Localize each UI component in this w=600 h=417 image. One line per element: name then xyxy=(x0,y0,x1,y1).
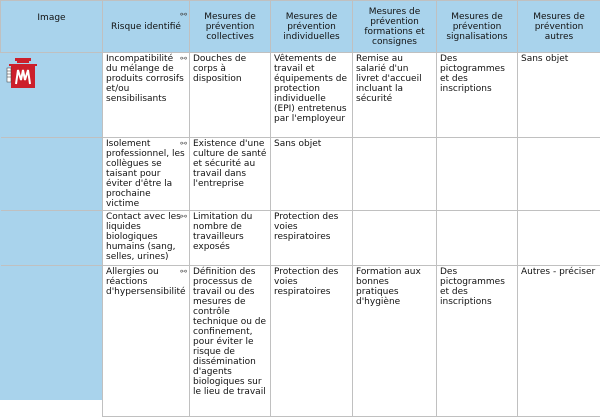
cell-collectives xyxy=(190,53,271,138)
cell-individuelles-text: Sans objet xyxy=(274,139,321,149)
cell-risque-text: Allergies ou réactions d'hypersensibilité xyxy=(106,267,186,297)
cell-individuelles xyxy=(271,138,353,211)
cell-signalisations xyxy=(437,266,518,417)
cell-formations xyxy=(353,138,437,211)
cell-autres xyxy=(518,138,600,211)
table-row xyxy=(1,266,600,417)
cell-collectives xyxy=(190,138,271,211)
cell-risque-text: Isolement professionnel, les collègues se taisant pour éviter d'être la prochaine victime xyxy=(106,139,185,209)
cell-collectives-text: Douches de corps à disposition xyxy=(193,54,246,84)
header-signalisations xyxy=(437,1,518,53)
cell-autres-text: Autres - préciser xyxy=(521,267,595,277)
header-individuelles-label: Mesures de prévention individuelles xyxy=(283,12,339,42)
hazard-logo-icon xyxy=(6,56,40,90)
link-icon[interactable]: ⚯ xyxy=(180,267,187,277)
cell-risque xyxy=(103,53,190,138)
cell-formations xyxy=(353,211,437,266)
cell-individuelles xyxy=(271,53,353,138)
table-row xyxy=(1,211,600,266)
cell-signalisations xyxy=(437,53,518,138)
cell-autres-text: Sans objet xyxy=(521,54,568,64)
image-cell xyxy=(1,266,103,417)
cell-risque xyxy=(103,266,190,417)
header-image xyxy=(1,1,103,53)
table-row xyxy=(1,138,600,211)
cell-signalisations-text: Des pictogrammes et des inscriptions xyxy=(440,54,505,94)
cell-individuelles xyxy=(271,211,353,266)
header-collectives-label: Mesures de prévention collectives xyxy=(204,12,256,42)
link-icon[interactable]: ⚯ xyxy=(180,10,187,20)
cell-signalisations-text: Des pictogrammes et des inscriptions xyxy=(440,267,505,307)
table-row xyxy=(1,53,600,138)
link-icon[interactable]: ⚯ xyxy=(180,212,187,222)
header-risque-label: Risque identifié xyxy=(111,22,181,32)
cell-collectives xyxy=(190,266,271,417)
link-icon[interactable]: ⚯ xyxy=(180,54,187,64)
image-cell xyxy=(1,211,103,266)
cell-individuelles-text: Protection des voies respiratoires xyxy=(274,212,338,242)
cell-risque-text: Contact avec les liquides biologiques humains (sang, selles, urines) xyxy=(106,212,181,262)
link-icon[interactable]: ⚯ xyxy=(180,139,187,149)
cell-collectives-text: Limitation du nombre de travailleurs exposés xyxy=(193,212,252,252)
cell-risque xyxy=(103,211,190,266)
header-image-label: Image xyxy=(37,13,65,23)
cell-collectives-text: Définition des processus de travail ou des mesures de contrôle technique ou de confinement, pour éviter le risque de dissémination d'agents biologiques sur le lieu de travail xyxy=(193,267,266,397)
cell-individuelles-text: Vêtements de travail et équipements de protection individuelle (EPI) entretenus par l'employeur xyxy=(274,54,347,124)
image-cell xyxy=(1,138,103,211)
header-signalisations-label: Mesures de prévention signalisations xyxy=(446,12,507,42)
cell-autres xyxy=(518,211,600,266)
header-risque[interactable] xyxy=(103,1,190,53)
cell-individuelles xyxy=(271,266,353,417)
cell-formations xyxy=(353,266,437,417)
cell-formations xyxy=(353,53,437,138)
cell-formations-text: Remise au salarié d'un livret d'accueil incluant la sécurité xyxy=(356,54,422,104)
cell-autres xyxy=(518,266,600,417)
cell-formations-text: Formation aux bonnes pratiques d'hygiène xyxy=(356,267,421,307)
cell-collectives xyxy=(190,211,271,266)
header-formations-label: Mesures de prévention formations et consignes xyxy=(364,7,424,47)
cell-signalisations xyxy=(437,211,518,266)
header-individuelles xyxy=(271,1,353,53)
cell-signalisations xyxy=(437,138,518,211)
header-formations xyxy=(353,1,437,53)
image-cell xyxy=(1,53,103,138)
cell-individuelles-text: Protection des voies respiratoires xyxy=(274,267,338,297)
header-autres xyxy=(518,1,600,53)
cell-autres xyxy=(518,53,600,138)
header-row xyxy=(1,1,600,53)
cell-risque xyxy=(103,138,190,211)
header-collectives xyxy=(190,1,271,53)
cell-risque-text: Incompatibilité du mélange de produits corrosifs et/ou sensibilisants xyxy=(106,54,184,104)
cell-collectives-text: Existence d'une culture de santé et sécurité au travail dans l'entreprise xyxy=(193,139,266,189)
header-autres-label: Mesures de prévention autres xyxy=(533,12,585,42)
